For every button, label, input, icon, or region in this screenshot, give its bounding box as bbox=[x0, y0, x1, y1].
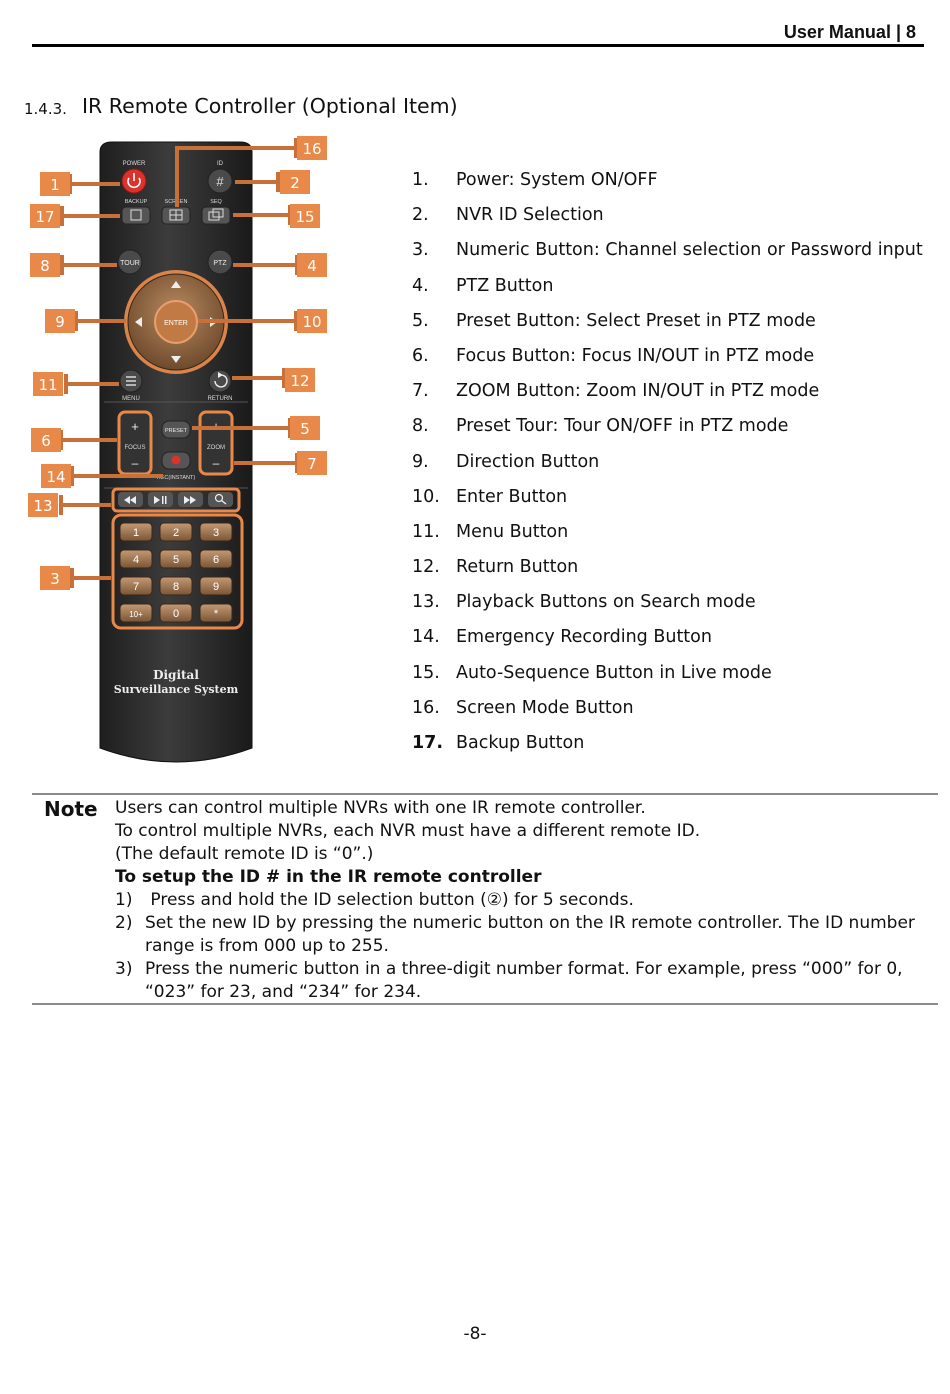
svg-text:FOCUS: FOCUS bbox=[124, 445, 146, 451]
legend-item bbox=[412, 238, 923, 273]
note-line: To control multiple NVRs, each NVR must have a different remote ID. bbox=[115, 821, 701, 841]
note-top-rule bbox=[32, 793, 938, 795]
note-body bbox=[115, 797, 925, 1004]
legend-text: Enter Button bbox=[456, 486, 568, 507]
legend-text: Focus Button: Focus IN/OUT in PTZ mode bbox=[456, 345, 815, 366]
legend-number: 15. bbox=[412, 662, 440, 683]
svg-text:MENU: MENU bbox=[122, 396, 140, 402]
key-label: 6 bbox=[212, 554, 220, 566]
legend-item bbox=[412, 309, 923, 344]
play-pause-button[interactable] bbox=[148, 492, 173, 507]
callout-number: 5 bbox=[300, 420, 310, 438]
id-glyph: # bbox=[216, 174, 224, 189]
svg-text:–: – bbox=[212, 456, 220, 470]
legend-text: Menu Button bbox=[456, 521, 569, 542]
svg-text:RETURN: RETURN bbox=[207, 396, 233, 402]
remote-figure bbox=[0, 0, 360, 780]
id-text: ID bbox=[217, 161, 223, 167]
legend-text: Auto-Sequence Button in Live mode bbox=[456, 662, 772, 683]
key-label: 0 bbox=[172, 608, 180, 620]
legend-item bbox=[412, 344, 923, 379]
svg-text:ENTER: ENTER bbox=[164, 320, 188, 327]
key-label: 4 bbox=[132, 554, 140, 566]
legend-item bbox=[412, 379, 923, 414]
note-step bbox=[115, 889, 925, 912]
legend-text: Preset Tour: Tour ON/OFF in PTZ mode bbox=[456, 416, 789, 437]
legend-item bbox=[412, 203, 923, 238]
note-line: Users can control multiple NVRs with one IR remote controller. bbox=[115, 798, 646, 818]
legend-text: NVR ID Selection bbox=[456, 205, 604, 226]
legend-number: 14. bbox=[412, 627, 440, 648]
seq-button[interactable] bbox=[202, 207, 230, 224]
step-text: Set the new ID by pressing the numeric button on the IR remote controller. The ID number range is from 000 up to 255. bbox=[145, 913, 915, 956]
legend-text: Screen Mode Button bbox=[456, 697, 634, 718]
legend-text: Direction Button bbox=[456, 451, 600, 472]
callout-number: 7 bbox=[307, 455, 317, 473]
note-bottom-rule bbox=[32, 1003, 938, 1005]
callout-number: 12 bbox=[290, 372, 310, 390]
callout-number: 17 bbox=[35, 208, 55, 226]
legend-text: Emergency Recording Button bbox=[456, 627, 712, 648]
legend-number: 8. bbox=[412, 416, 429, 437]
step-number: 2) bbox=[115, 913, 133, 933]
note-line: (The default remote ID is “0”.) bbox=[115, 844, 374, 864]
callout-number: 3 bbox=[50, 570, 60, 588]
svg-text:PRESET: PRESET bbox=[164, 428, 188, 434]
callout-number: 6 bbox=[41, 432, 51, 450]
legend-list bbox=[412, 168, 923, 766]
brand-line-2: Surveillance System bbox=[113, 683, 239, 696]
legend-number: 2. bbox=[412, 205, 429, 226]
callout-number: 9 bbox=[55, 313, 65, 331]
callout-number: 16 bbox=[302, 140, 322, 158]
legend-number: 10. bbox=[412, 486, 440, 507]
svg-text:–: – bbox=[131, 456, 139, 470]
section-title: IR Remote Controller (Optional Item) bbox=[82, 94, 458, 118]
rewind-button[interactable] bbox=[118, 492, 143, 507]
legend-item bbox=[412, 450, 923, 485]
section-number: 1.4.3. bbox=[24, 100, 67, 118]
callout-number: 10 bbox=[302, 313, 322, 331]
svg-text:BACKUP: BACKUP bbox=[124, 199, 148, 205]
legend-text: Numeric Button: Channel selection or Password input bbox=[456, 240, 923, 261]
legend-text: Power: System ON/OFF bbox=[456, 170, 658, 190]
key-label: 9 bbox=[212, 581, 220, 593]
legend-item bbox=[412, 274, 923, 309]
legend-text: Preset Button: Select Preset in PTZ mode bbox=[456, 310, 816, 331]
legend-text: Return Button bbox=[456, 557, 579, 578]
note-subheading: To setup the ID # in the IR remote controller bbox=[115, 867, 542, 887]
key-label: * bbox=[213, 608, 219, 620]
legend-item bbox=[412, 414, 923, 449]
legend-item bbox=[412, 625, 923, 660]
brand-line-1: Digital bbox=[153, 668, 199, 682]
svg-text:SEQ: SEQ bbox=[210, 199, 222, 205]
callout-number: 1 bbox=[50, 176, 60, 194]
legend-number: 3. bbox=[412, 240, 429, 261]
legend-item bbox=[412, 661, 923, 696]
legend-number: 7. bbox=[412, 381, 429, 402]
header-title: User Manual | 8 bbox=[783, 22, 916, 42]
svg-text:PTZ: PTZ bbox=[213, 260, 227, 267]
callout-number: 8 bbox=[40, 257, 50, 275]
legend-item bbox=[412, 485, 923, 520]
step-number: 3) bbox=[115, 959, 133, 979]
key-label: 1 bbox=[132, 527, 140, 539]
key-label: 3 bbox=[212, 527, 220, 539]
power-text: POWER bbox=[122, 161, 146, 167]
legend-item bbox=[412, 731, 923, 766]
callout-number: 4 bbox=[307, 257, 317, 275]
legend-number: 12. bbox=[412, 557, 440, 578]
page-number: -8- bbox=[463, 1324, 487, 1344]
legend-number: 6. bbox=[412, 345, 429, 366]
svg-text:ZOOM: ZOOM bbox=[207, 445, 225, 451]
callout-number: 2 bbox=[290, 174, 300, 192]
legend-text: Playback Buttons on Search mode bbox=[456, 592, 756, 613]
legend-number: 13. bbox=[412, 592, 440, 613]
key-label: 10+ bbox=[129, 610, 143, 619]
legend-number: 11. bbox=[412, 521, 440, 542]
step-text: Press and hold the ID selection button (②) for 5 seconds. bbox=[145, 890, 634, 910]
note-step bbox=[115, 912, 925, 958]
svg-text:+: + bbox=[212, 419, 220, 434]
svg-text:SCREEN: SCREEN bbox=[164, 199, 188, 205]
key-label: 8 bbox=[172, 581, 180, 593]
step-number: 1) bbox=[115, 890, 133, 910]
legend-number: 4. bbox=[412, 275, 429, 296]
remote-illustration bbox=[0, 0, 360, 780]
note-step bbox=[115, 958, 925, 1004]
legend-item bbox=[412, 168, 923, 203]
legend-number: 1. bbox=[412, 170, 429, 190]
key-label: 7 bbox=[132, 581, 140, 593]
callout-number: 14 bbox=[46, 468, 66, 486]
legend-item bbox=[412, 555, 923, 590]
legend-number: 16. bbox=[412, 697, 440, 718]
callout-number: 15 bbox=[295, 208, 315, 226]
legend-text: Backup Button bbox=[456, 733, 585, 753]
svg-text:TOUR: TOUR bbox=[120, 260, 140, 267]
callout-number: 11 bbox=[38, 376, 58, 394]
step-text: Press the numeric button in a three-digit number format. For example, press “000” for 0, “023” for 23, and “234” for 234. bbox=[145, 959, 903, 1002]
svg-text:+: + bbox=[131, 419, 139, 434]
note-label: Note bbox=[44, 797, 98, 821]
key-label: 5 bbox=[172, 554, 180, 566]
svg-text:REC(INSTANT): REC(INSTANT) bbox=[156, 475, 196, 481]
legend-text: PTZ Button bbox=[456, 275, 554, 296]
legend-item bbox=[412, 696, 923, 731]
legend-number: 17. bbox=[412, 733, 444, 753]
legend-item bbox=[412, 520, 923, 555]
key-label: 2 bbox=[172, 527, 180, 539]
legend-number: 9. bbox=[412, 451, 429, 472]
callout-number: 13 bbox=[33, 497, 53, 515]
legend-number: 5. bbox=[412, 310, 429, 331]
legend-text: ZOOM Button: Zoom IN/OUT in PTZ mode bbox=[456, 381, 820, 402]
legend-item bbox=[412, 590, 923, 625]
